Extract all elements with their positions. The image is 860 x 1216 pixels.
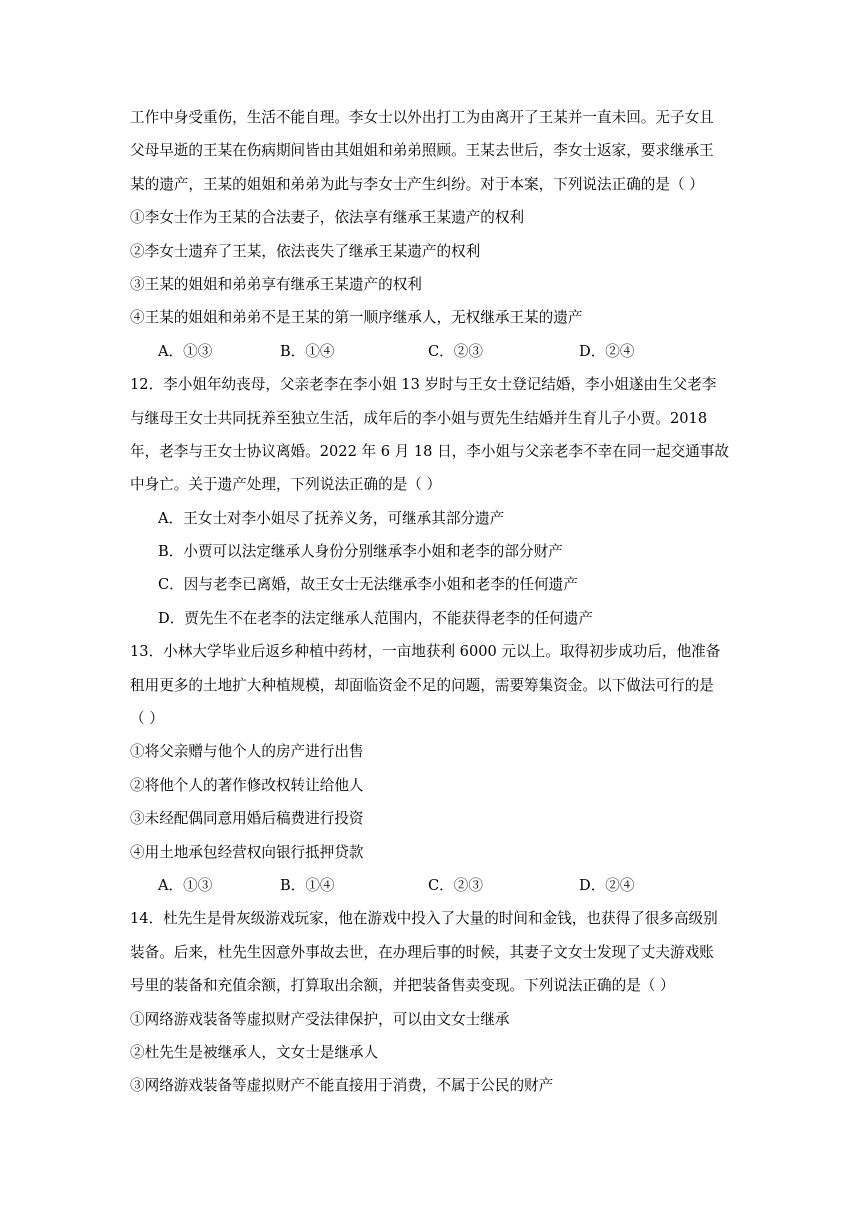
- q12-stem-line-4: 中身亡。关于遗产处理，下列说法正确的是（ ）: [130, 476, 442, 494]
- q12-option-d: D．贾先生不在老李的法定继承人范围内，不能获得老李的任何遗产: [158, 609, 593, 627]
- q14-stem-line-1: 14．杜先生是骨灰级游戏玩家，他在游戏中投入了大量的时间和金钱，也获得了很多高级别: [130, 910, 718, 928]
- q11-statement-3: ③王某的姐姐和弟弟享有继承王某遗产的权利: [130, 275, 422, 293]
- q13-stem-line-3: （ ）: [130, 710, 164, 728]
- q14-statement-1: ①网络游戏装备等虚拟财产受法律保护，可以由文女士继承: [130, 1010, 510, 1028]
- q13-stem-line-1: 13．小林大学毕业后返乡种植中药材，一亩地获利 6000 元以上。取得初步成功后，他准备: [130, 643, 721, 661]
- q11-statement-1: ①李女士作为王某的合法妻子，依法享有继承王某遗产的权利: [130, 209, 525, 227]
- q12-stem-line-1: 12．李小姐年幼丧母，父亲老李在李小姐 13 岁时与王女士登记结婚，李小姐遂由生父老李: [130, 376, 717, 394]
- q11-statement-2: ②李女士遗弃了王某，依法丧失了继承王某遗产的权利: [130, 242, 481, 260]
- q13-option-a: A．①③: [158, 876, 213, 894]
- q13-option-b: B．①④: [280, 876, 335, 894]
- q11-stem-line-3: 某的遗产，王某的姐姐和弟弟为此与李女士产生纠纷。对于本案，下列说法正确的是（ ）: [130, 175, 704, 193]
- q11-stem-line-2: 父母早逝的王某在伤病期间皆由其姐姐和弟弟照顾。王某去世后，李女士返家，要求继承王: [130, 142, 714, 160]
- q13-statement-3: ③未经配偶同意用婚后稿费进行投资: [130, 810, 364, 828]
- q11-option-a: A．①③: [158, 342, 213, 360]
- q11-statement-4: ④王某的姐姐和弟弟不是王某的第一顺序继承人，无权继承王某的遗产: [130, 309, 583, 327]
- q14-statement-3: ③网络游戏装备等虚拟财产不能直接用于消费，不属于公民的财产: [130, 1077, 554, 1095]
- q13-option-d: D．②④: [579, 876, 635, 894]
- q13-statement-2: ②将他个人的著作修改权转让给他人: [130, 776, 364, 794]
- q14-stem-line-2: 装备。后来，杜先生因意外事故去世，在办理后事的时候，其妻子文女士发现了丈夫游戏账: [130, 943, 714, 961]
- q12-option-c: C．因与老李已离婚，故王女士无法继承李小姐和老李的任何遗产: [158, 576, 578, 594]
- q12-stem-line-2: 与继母王女士共同抚养至独立生活，成年后的李小姐与贾先生结婚并生育儿子小贾。2018: [130, 409, 708, 427]
- q13-stem-line-2: 租用更多的土地扩大种植规模，却面临资金不足的问题，需要筹集资金。以下做法可行的是: [130, 676, 714, 694]
- q13-statement-4: ④用土地承包经营权向银行抵押贷款: [130, 843, 364, 861]
- q14-stem-line-3: 号里的装备和充值余额，打算取出余额，并把装备售卖变现。下列说法正确的是（ ）: [130, 977, 675, 995]
- q11-option-b: B．①④: [280, 342, 335, 360]
- q13-statement-1: ①将父亲赠与他个人的房产进行出售: [130, 743, 364, 761]
- q11-options: [130, 335, 740, 368]
- q12-option-b: B．小贾可以法定继承人身份分别继承李小姐和老李的部分财产: [158, 543, 563, 561]
- q11-stem-line-1: 工作中身受重伤，生活不能自理。李女士以外出打工为由离开了王某并一直未回。无子女且: [130, 109, 714, 126]
- q12-option-a: A．王女士对李小姐尽了抚养义务，可继承其部分遗产: [158, 509, 505, 527]
- q11-option-d: D．②④: [579, 342, 635, 360]
- q13-option-c: C．②③: [428, 876, 483, 894]
- question-content: [130, 101, 740, 1103]
- q12-stem-line-3: 年，老李与王女士协议离婚。2022 年 6 月 18 日，李小姐与父亲老李不幸在同一起交通事故: [130, 442, 729, 460]
- q13-options: [130, 869, 740, 902]
- q11-option-c: C．②③: [428, 342, 483, 360]
- q14-statement-2: ②杜先生是被继承人，文女士是继承人: [130, 1043, 379, 1061]
